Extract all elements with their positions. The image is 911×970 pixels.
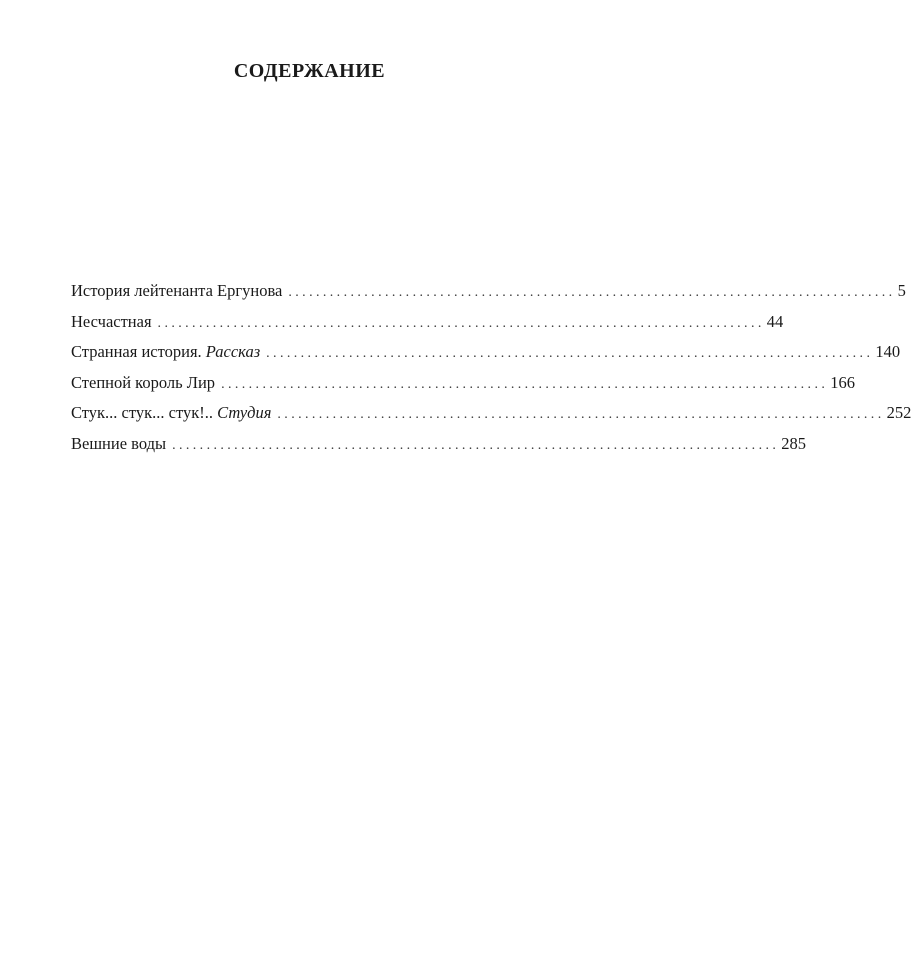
toc-entry-title [71, 307, 158, 338]
toc-heading: СОДЕРЖАНИЕ [233, 60, 386, 82]
toc-page-number: 44 [766, 311, 784, 331]
toc-entry-title [71, 368, 221, 399]
entry-title-text: Стук... стук... стук!.. [71, 403, 218, 422]
toc-page-number: 285 [781, 433, 807, 453]
dot-leader: ........................................................................................ [277, 407, 885, 422]
entry-title-text: Странная история. [71, 342, 206, 361]
toc-entry-title [71, 398, 277, 429]
toc-entry [71, 337, 901, 368]
entry-genre: Студия [217, 403, 272, 422]
toc-entry [71, 368, 856, 399]
dot-leader: ........................................................................................ [172, 437, 780, 453]
toc-entry [71, 398, 911, 429]
entry-genre: Рассказ [205, 342, 261, 361]
entry-title-text: Степной король Лир [71, 372, 216, 392]
toc-page-number: 5 [897, 281, 906, 300]
dot-leader: ........................................................................................ [157, 315, 765, 331]
dot-leader: ........................................................................................ [221, 376, 829, 392]
toc-entry [71, 307, 784, 338]
toc-entry-title [71, 337, 266, 368]
dot-leader: ........................................................................................ [266, 346, 874, 361]
toc-entry-title [71, 276, 288, 307]
table-of-contents [71, 276, 911, 459]
entry-title-text: Вешние воды [71, 433, 167, 453]
toc-entry [71, 429, 807, 460]
toc-entry [71, 276, 906, 307]
toc-page-number: 252 [886, 403, 911, 422]
toc-entry-title [71, 429, 172, 460]
dot-leader: ........................................................................................ [288, 285, 896, 300]
toc-page-number: 166 [830, 372, 856, 392]
toc-page-number: 140 [875, 342, 901, 361]
entry-title-text: История лейтенанта Ергунова [71, 281, 283, 300]
entry-title-text: Несчастная [71, 311, 152, 331]
